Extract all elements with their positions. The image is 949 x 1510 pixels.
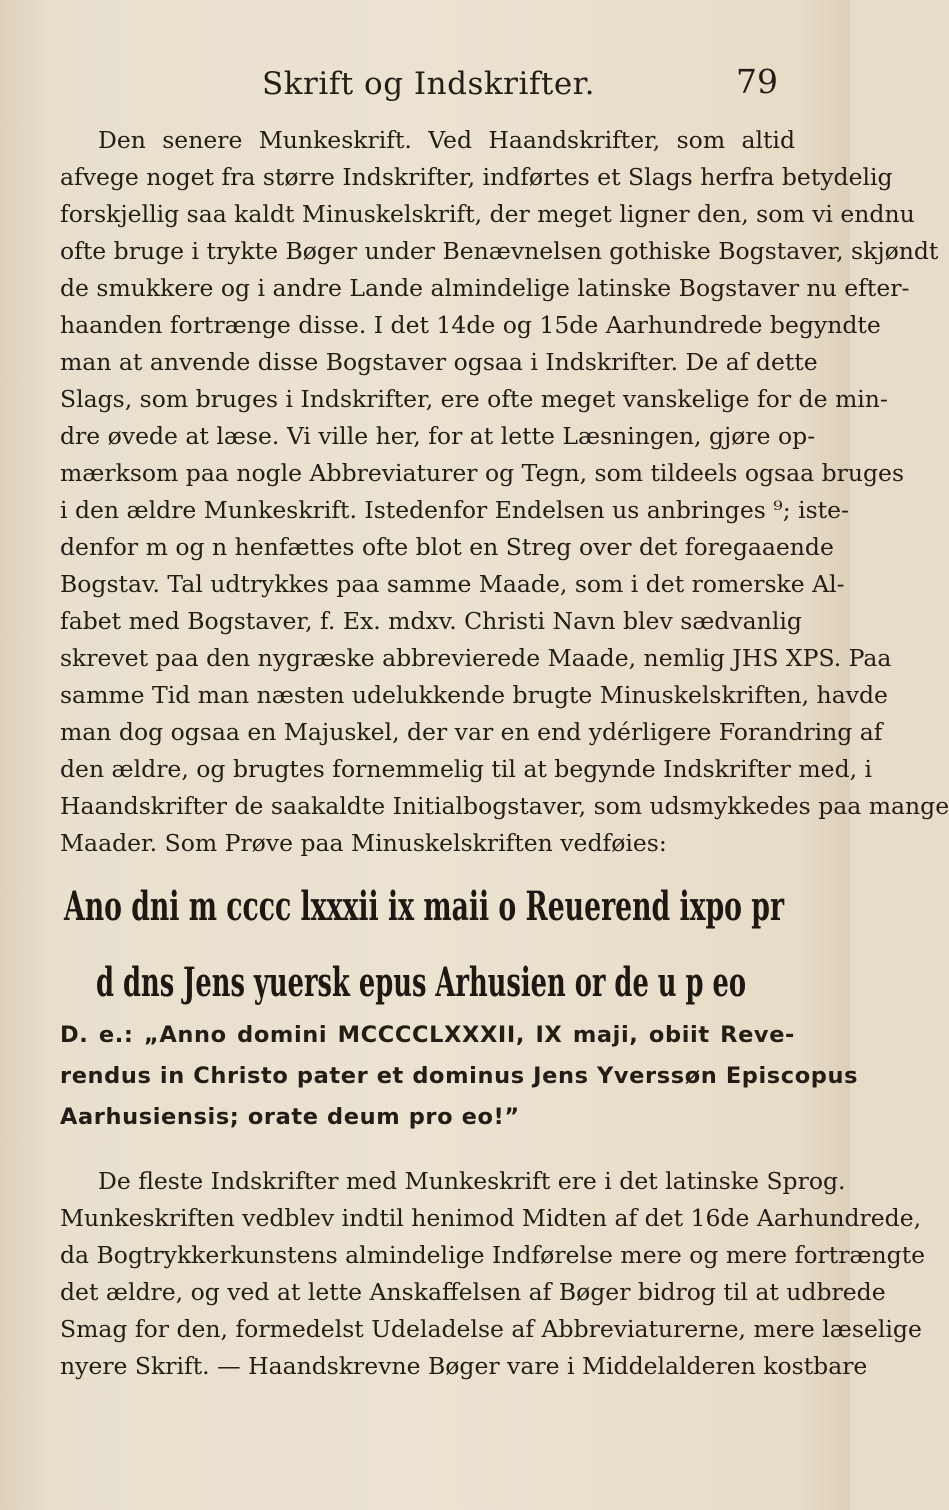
text-line: de smukkere og i andre Lande almindelige latinske Bogstaver nu efter- bbox=[60, 274, 910, 302]
caption-line: Aarhusiensis; orate deum pro eo!” bbox=[60, 1104, 520, 1130]
text-line: Maader. Som Prøve paa Minuskelskriften vedføies: bbox=[60, 829, 667, 857]
text-line: denfor m og n henfættes ofte blot en Streg over det foregaaende bbox=[60, 533, 834, 561]
text-line: mærksom paa nogle Abbreviaturer og Tegn, som tildeels ogsaa bruges bbox=[60, 459, 905, 487]
text-line: man dog ogsaa en Majuskel, der var en end ydérligere Forandring af bbox=[60, 718, 883, 746]
inscription-line-2: d dns Jens yuersk epus Arhusien or de u p eo bbox=[96, 959, 746, 1006]
text-line: nyere Skrift. — Haandskrevne Bøger vare i Middelalderen kostbare bbox=[60, 1352, 868, 1380]
text-line: Den senere Munkeskrift. Ved Haandskrifter, som altid bbox=[98, 126, 795, 154]
paragraph-minuscule-script bbox=[60, 122, 949, 862]
text-line: Munkeskriften vedblev indtil henimod Midten af det 16de Aarhundrede, bbox=[60, 1204, 922, 1232]
minuscule-inscription-sample bbox=[56, 862, 801, 1012]
text-line: det ældre, og ved at lette Anskaffelsen af Bøger bidrog til at udbrede bbox=[60, 1278, 886, 1306]
caption-line: D. e.: „Anno domini MCCCCLXXXII, IX maji, obiit Reve- bbox=[60, 1022, 795, 1048]
text-line: Smag for den, formedelst Udeladelse af Abbreviaturerne, mere læselige bbox=[60, 1315, 922, 1343]
text-line: skrevet paa den nygræske abbrevierede Maade, nemlig JHS XPS. Paa bbox=[60, 644, 892, 672]
text-line: den ældre, og brugtes fornemmelig til at begynde Indskrifter med, i bbox=[60, 755, 873, 783]
text-line: Bogstav. Tal udtrykkes paa samme Maade, som i det romerske Al- bbox=[60, 570, 845, 598]
inscription-transcription bbox=[60, 1015, 859, 1138]
text-line: da Bogtrykkerkunstens almindelige Indførelse mere og mere fortrængte bbox=[60, 1241, 926, 1269]
text-line: i den ældre Munkeskrift. Istedenfor Endelsen us anbringes ⁹; iste- bbox=[60, 496, 849, 524]
text-line: Slags, som bruges i Indskrifter, ere ofte meget vanskelige for de min- bbox=[60, 385, 888, 413]
paragraph-latin-inscriptions bbox=[60, 1163, 926, 1385]
page-number: 79 bbox=[736, 62, 778, 101]
inscription-line-1: Ano dni m cccc lxxxii ix maii o Reuerend ixpo pr bbox=[63, 883, 785, 930]
page-header bbox=[0, 58, 850, 108]
text-line: dre øvede at læse. Vi ville her, for at lette Læsningen, gjøre op- bbox=[60, 422, 816, 450]
running-title: Skrift og Indskrifter. bbox=[262, 66, 595, 102]
text-line: Haandskrifter de saakaldte Initialbogstaver, som udsmykkedes paa mange bbox=[60, 792, 949, 820]
text-line: ofte bruge i trykte Bøger under Benævnelsen gothiske Bogstaver, skjøndt bbox=[60, 237, 939, 265]
text-line: afvege noget fra større Indskrifter, indførtes et Slags herfra betydelig bbox=[60, 163, 893, 191]
text-line: fabet med Bogstaver, f. Ex. mdxv. Christi Navn blev sædvanlig bbox=[60, 607, 802, 635]
text-line: De fleste Indskrifter med Munkeskrift ere i det latinske Sprog. bbox=[98, 1167, 846, 1195]
text-line: haanden fortrænge disse. I det 14de og 15de Aarhundrede begyndte bbox=[60, 311, 881, 339]
caption-line: rendus in Christo pater et dominus Jens Yverssøn Episcopus bbox=[60, 1063, 859, 1089]
text-line: forskjellig saa kaldt Minuskelskrift, der meget ligner den, som vi endnu bbox=[60, 200, 915, 228]
text-line: man at anvende disse Bogstaver ogsaa i Indskrifter. De af dette bbox=[60, 348, 818, 376]
text-line: samme Tid man næsten udelukkende brugte Minuskelskriften, havde bbox=[60, 681, 888, 709]
